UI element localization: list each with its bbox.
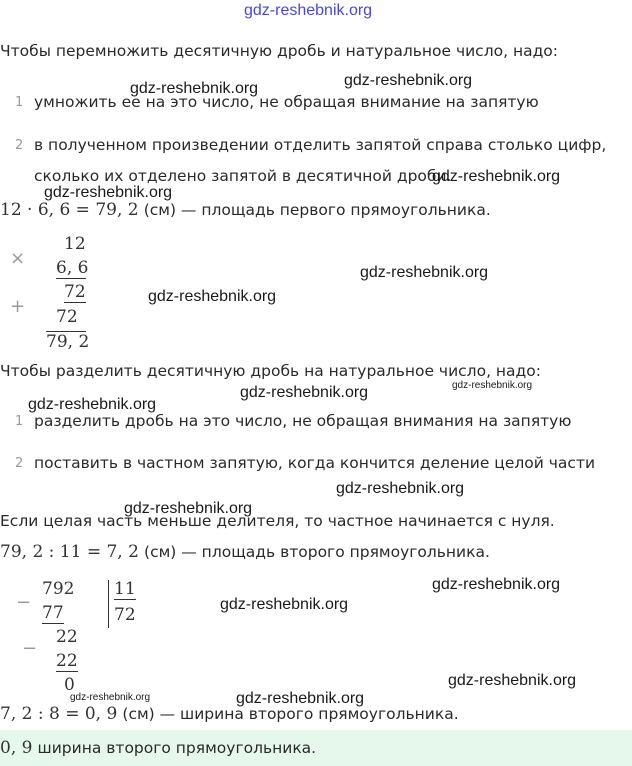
factor2: 6, 6 [56, 258, 89, 278]
minus-sign-2: − [22, 638, 38, 659]
watermark[interactable]: gdz-reshebnik.org [448, 672, 577, 689]
section2-step2-text: поставить в частном запятую, когда кончится деление целой части [34, 454, 596, 472]
section2-intro: Чтобы разделить десятичную дробь на натуральное число, надо: [0, 362, 541, 380]
watermark[interactable]: gdz-reshebnik.org [432, 576, 561, 593]
equation-text: (см) — площадь первого прямоугольника. [143, 201, 491, 219]
section1-equation [0, 200, 491, 220]
section1-step2-number: 2 [15, 138, 24, 153]
section2-equation-2 [0, 704, 459, 724]
answer-line [0, 738, 316, 758]
equation-math: 7, 2 : 8 = 0, 9 [0, 704, 118, 724]
watermark[interactable]: gdz-reshebnik.org [336, 480, 465, 497]
product-result: 79, 2 [46, 332, 90, 352]
watermark[interactable]: gdz-reshebnik.org [344, 72, 473, 89]
watermark[interactable]: gdz-reshebnik.org [220, 596, 349, 613]
remainder-final: 0 [64, 675, 75, 695]
times-sign: × [10, 248, 26, 269]
section2-step1-text: разделить дробь на это число, не обращая внимания на запятую [34, 412, 572, 430]
answer-math: 0, 9 [0, 738, 33, 758]
division-bracket [108, 580, 109, 628]
partial-product-2: 72 [56, 307, 78, 327]
plus-sign: + [10, 296, 26, 317]
subtrahend-1: 77 [42, 603, 64, 623]
section1-step1-number: 1 [15, 95, 24, 110]
section2-step2-number: 2 [15, 456, 24, 471]
section1-step2-continued: сколько их отделено запятой в десятичной дроби. [34, 167, 452, 185]
watermark[interactable]: gdz-reshebnik.org [148, 288, 277, 305]
watermark[interactable]: gdz-reshebnik.org [44, 184, 173, 201]
watermark[interactable]: gdz-reshebnik.org [70, 692, 151, 703]
quotient: 72 [114, 605, 136, 625]
watermark[interactable]: gdz-reshebnik.org [28, 396, 157, 413]
section1-step2-text: в полученном произведении отделить запятой справа столько цифр, [34, 136, 607, 154]
equation-text: (см) — ширина второго прямоугольника. [122, 705, 459, 723]
equation-math: 12 · 6, 6 = 79, 2 [0, 200, 139, 220]
equation-math: 79, 2 : 11 = 7, 2 [0, 542, 139, 562]
section2-equation [0, 542, 490, 562]
minus-sign-1: − [16, 592, 32, 613]
answer-box [0, 730, 632, 766]
section2-step1-number: 1 [15, 414, 24, 429]
factor1: 12 [64, 234, 86, 254]
watermark[interactable]: gdz-reshebnik.org [240, 384, 369, 401]
watermark[interactable]: gdz-reshebnik.org [432, 168, 561, 185]
subtrahend-2: 22 [56, 651, 78, 671]
watermark[interactable]: gdz-reshebnik.org [130, 80, 259, 97]
section2-note: Если целая часть меньше делителя, то частное начинается с нуля. [0, 512, 555, 530]
watermark[interactable]: gdz-reshebnik.org [360, 264, 489, 281]
watermark[interactable]: gdz-reshebnik.org [124, 500, 253, 517]
remainder-1: 22 [56, 627, 78, 647]
divisor: 11 [114, 579, 136, 599]
watermark-top[interactable]: gdz-reshebnik.org [244, 2, 373, 19]
dividend: 792 [42, 579, 75, 599]
watermark[interactable]: gdz-reshebnik.org [452, 380, 533, 391]
section1-intro: Чтобы перемножить десятичную дробь и натуральное число, надо: [0, 42, 558, 60]
equation-text: (см) — площадь второго прямоугольника. [144, 543, 490, 561]
watermark[interactable]: gdz-reshebnik.org [236, 690, 365, 707]
partial-product-1: 72 [64, 282, 86, 302]
section1-step1-text: умножить ее на это число, не обращая внимание на запятую [34, 93, 539, 111]
answer-text: ширина второго прямоугольника. [37, 739, 317, 757]
